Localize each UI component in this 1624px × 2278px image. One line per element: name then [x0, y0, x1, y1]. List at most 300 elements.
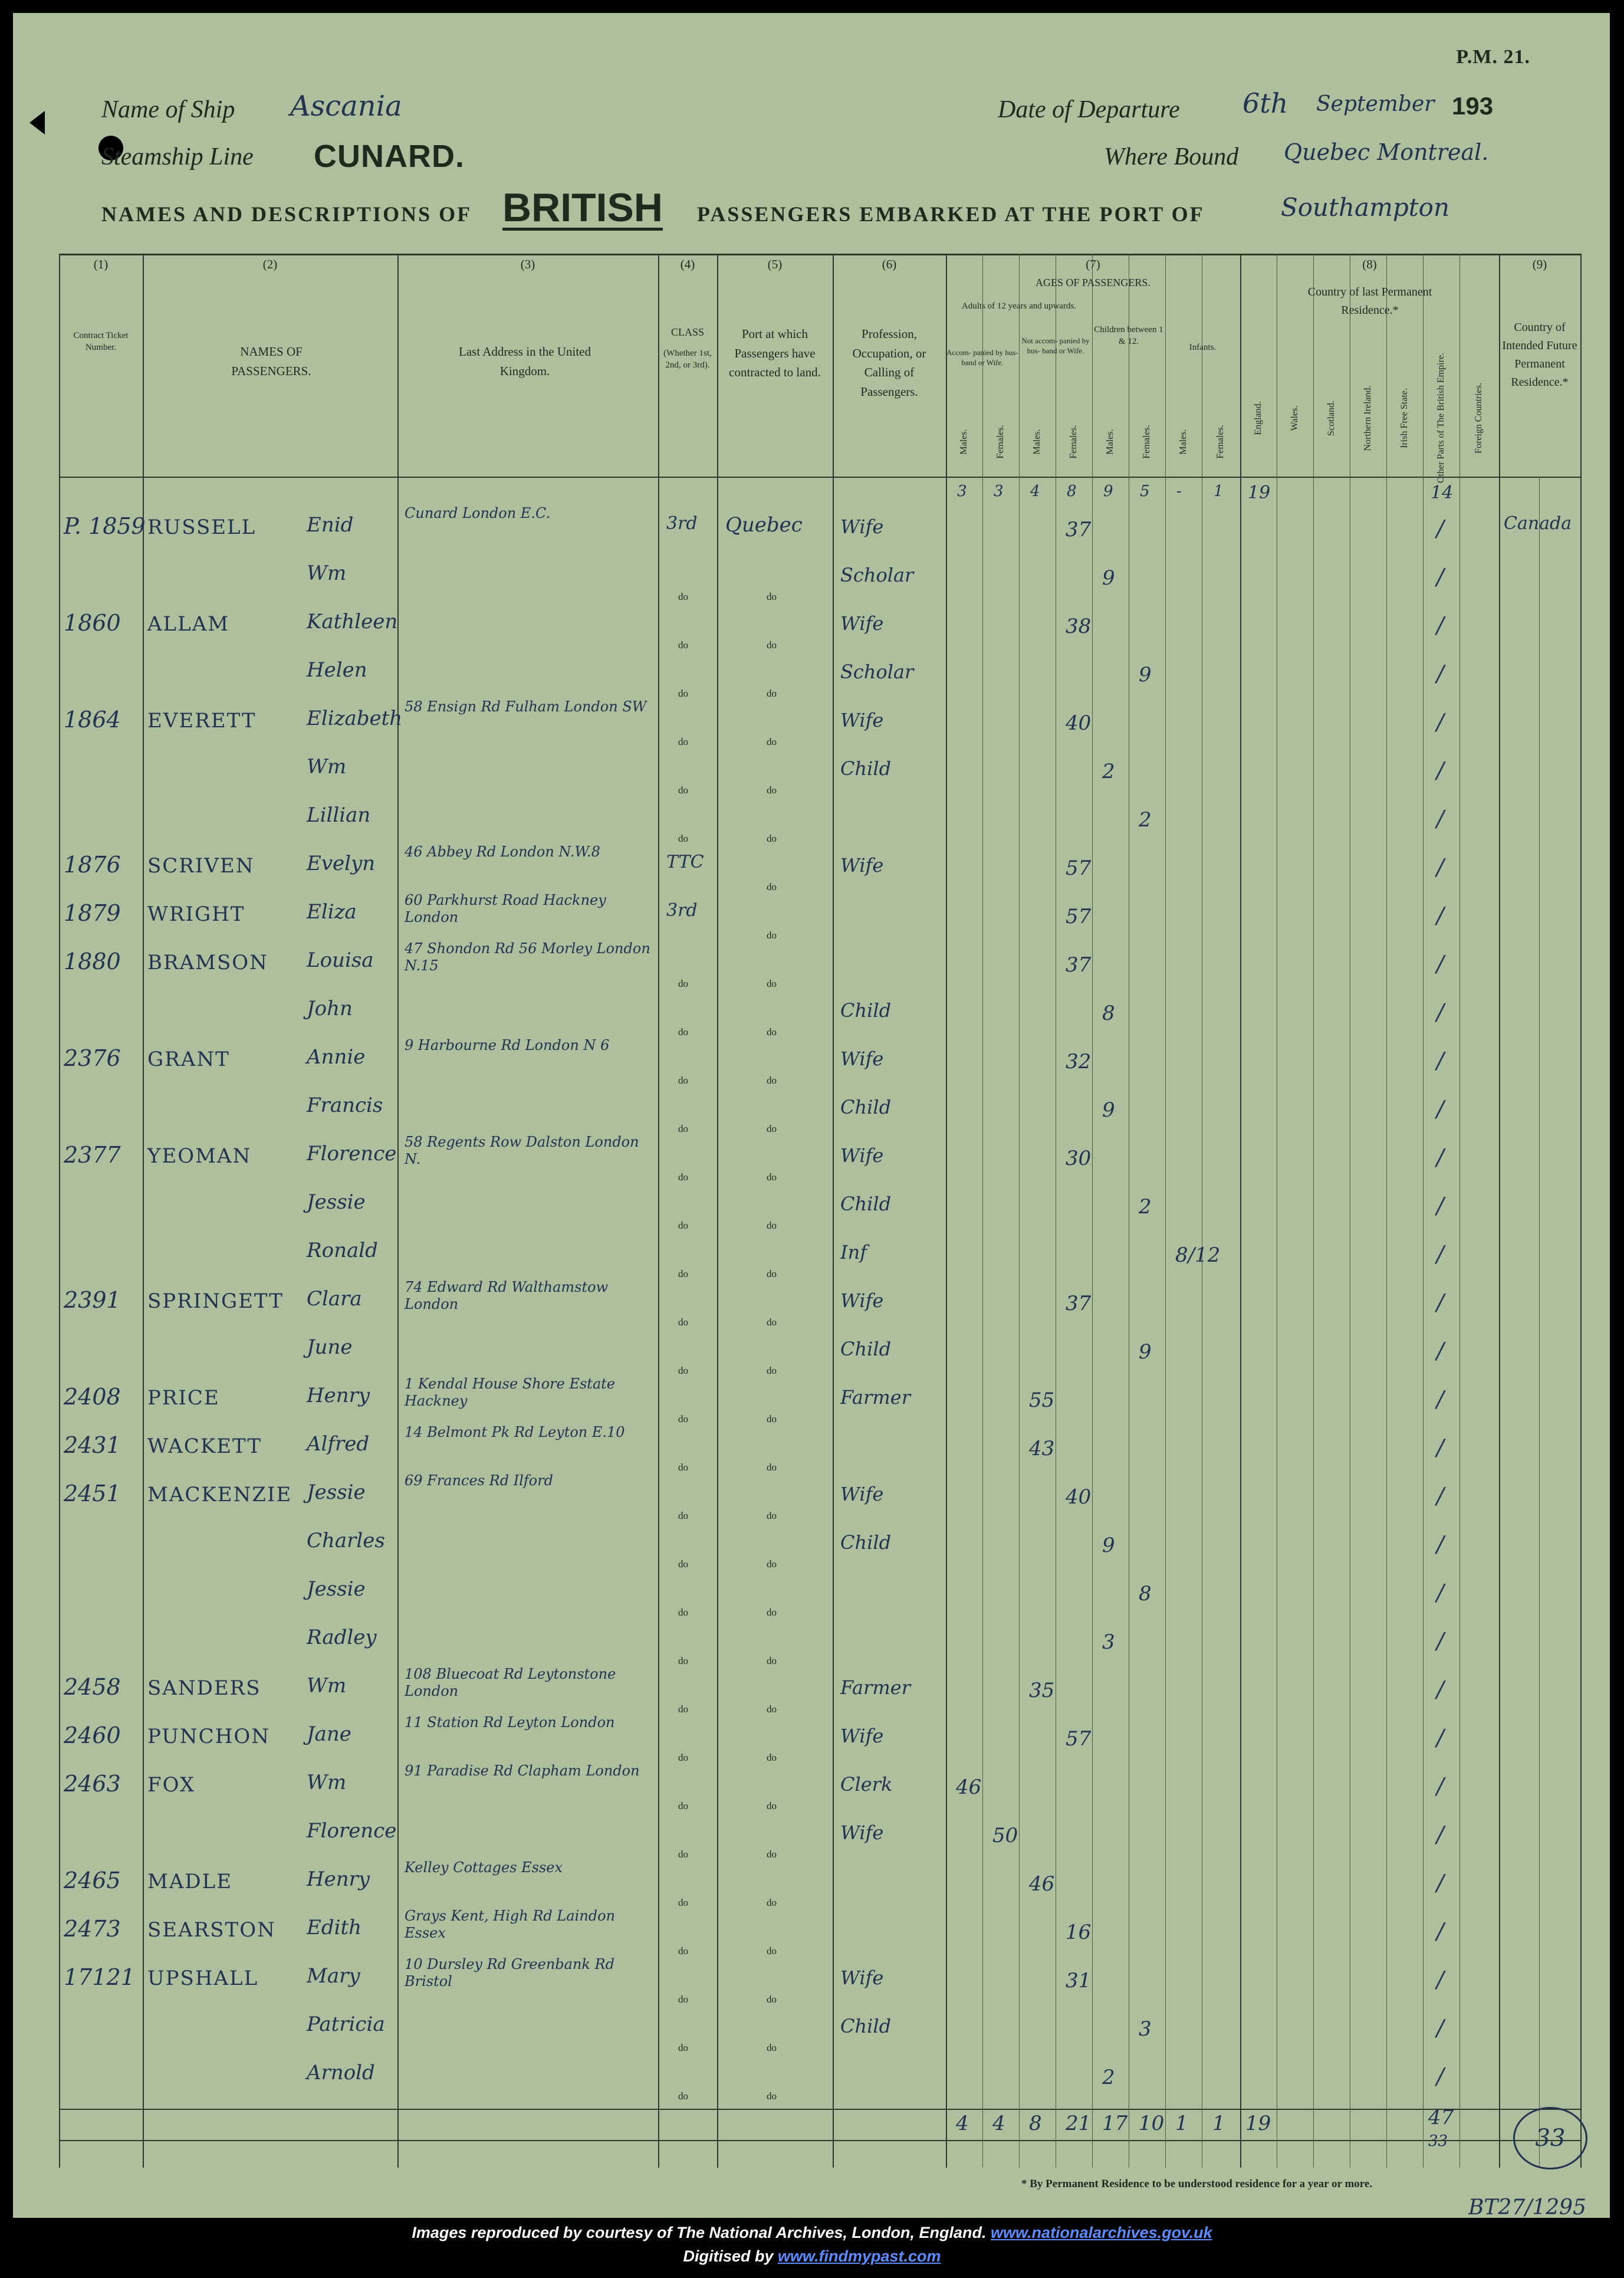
occupation: Child	[840, 1338, 892, 1360]
occupation: Child	[840, 1096, 892, 1118]
passenger-age: 8	[1102, 1002, 1115, 1025]
table-row	[59, 1859, 1580, 1916]
last-address: 46 Abbey Rd London N.W.8	[405, 843, 600, 860]
last-residence-mark: /	[1436, 1773, 1444, 1799]
age-total: 10	[1139, 2112, 1165, 2135]
table-row	[59, 562, 1580, 610]
passenger-age: 9	[1102, 1098, 1115, 1122]
passenger-given-name: Elizabeth	[307, 707, 403, 730]
accompanied-header: Accom- panied by hus- band or Wife.	[946, 348, 1018, 367]
class-ditto: do	[678, 591, 688, 602]
class-ditto: do	[678, 1849, 688, 1860]
port-ditto: do	[767, 1510, 777, 1521]
credit-line-1	[0, 2224, 1624, 2242]
age-tally: 3	[957, 482, 967, 500]
passenger-age: 3	[1102, 1630, 1115, 1654]
class-ditto: do	[678, 736, 688, 747]
col-num-8: (8)	[1362, 257, 1377, 271]
age-tally: 1	[1214, 482, 1224, 500]
class-ditto: do	[678, 1607, 688, 1618]
age-subheader: Males.	[1105, 429, 1115, 455]
passenger-surname: FOX	[147, 1773, 196, 1797]
class-ditto: do	[678, 1220, 688, 1231]
last-address: 47 Shondon Rd 56 Morley London N.15	[405, 940, 650, 974]
last-residence-mark: /	[1436, 806, 1444, 832]
port-ditto: do	[767, 1268, 777, 1279]
port-ditto: do	[767, 1945, 777, 1957]
col-port-header: Port at which Passengers have contracted to land.	[729, 327, 821, 380]
passenger-given-name: Jessie	[307, 1190, 366, 1214]
table-row	[59, 1094, 1580, 1142]
last-residence-mark: /	[1436, 1628, 1444, 1654]
passenger-given-name: Jessie	[307, 1577, 366, 1601]
table-row	[59, 843, 1580, 900]
last-residence-mark: /	[1436, 1289, 1444, 1315]
age-subheader: Females.	[1142, 425, 1152, 459]
passenger-given-name: Patricia	[307, 2013, 385, 2036]
passenger-given-name: Eliza	[307, 900, 357, 924]
passenger-age: 50	[992, 1824, 1018, 1847]
table-row	[59, 1908, 1580, 1964]
port-ditto: do	[767, 833, 777, 844]
title-suffix: PASSENGERS EMBARKED AT THE PORT OF	[697, 202, 1205, 226]
class-ditto: do	[678, 978, 688, 989]
port-ditto: do	[767, 1413, 777, 1424]
where-bound-value: Quebec Montreal.	[1284, 139, 1489, 165]
table-row	[59, 1626, 1580, 1674]
footnote: * By Permanent Residence to be understood residence for a year or more.	[1021, 2178, 1373, 2190]
port-ditto: do	[767, 1655, 777, 1666]
occupation: Scholar	[840, 564, 914, 586]
form-code: P.M. 21.	[1456, 46, 1530, 68]
port-ditto: do	[767, 1703, 777, 1715]
circled-page-number	[1513, 2107, 1587, 2169]
national-archives-link[interactable]: www.nationalarchives.gov.uk	[991, 2224, 1212, 2241]
age-total: 4	[992, 2112, 1005, 2135]
passenger-age: 37	[1066, 1292, 1092, 1315]
passenger-given-name: Charles	[307, 1529, 385, 1552]
table-row	[59, 1762, 1580, 1819]
last-residence-mark: /	[1436, 1821, 1444, 1847]
port-ditto: do	[767, 1075, 777, 1086]
punch-hole-edge	[29, 111, 45, 134]
table-row	[59, 610, 1580, 658]
findmypast-link[interactable]: www.findmypast.com	[778, 2247, 941, 2265]
col-class-sub: (Whether 1st, 2nd, or 3rd).	[663, 349, 712, 370]
last-residence-mark: /	[1436, 709, 1444, 735]
passenger-given-name: Ronald	[307, 1239, 378, 1262]
age-subheader: Females.	[995, 425, 1005, 459]
class-ditto: do	[678, 639, 688, 651]
passenger-given-name: Wm	[307, 755, 347, 779]
last-residence-mark: /	[1436, 661, 1444, 687]
last-residence-mark: /	[1436, 612, 1444, 638]
last-address: 69 Frances Rd Ilford	[405, 1472, 554, 1489]
table-row	[59, 1529, 1580, 1577]
passenger-surname: SPRINGETT	[147, 1289, 284, 1313]
occupation: Wife	[840, 1144, 884, 1167]
passenger-age: 2	[1102, 2066, 1115, 2089]
passenger-age: 32	[1066, 1050, 1092, 1074]
passenger-age: 57	[1066, 856, 1092, 880]
port-ditto: do	[767, 1849, 777, 1860]
occupation: Wife	[840, 1967, 884, 1989]
passenger-given-name: June	[307, 1335, 353, 1359]
age-subheader: Males.	[1178, 429, 1188, 455]
last-address: Cunard London E.C.	[405, 505, 551, 521]
passenger-surname: BRAMSON	[147, 951, 268, 974]
landing-port: Quebec	[725, 513, 803, 537]
passenger-given-name: Evelyn	[307, 852, 376, 875]
col-num-1: (1)	[93, 257, 109, 271]
col-occupation-header: Profession, Occupation, or Calling of Passengers.	[852, 327, 926, 399]
ticket-number: 2451	[64, 1481, 121, 1506]
passenger-given-name: Florence	[307, 1142, 397, 1166]
port-ditto: do	[767, 1462, 777, 1473]
last-address: 58 Regents Row Dalston London N.	[405, 1134, 639, 1167]
passenger-given-name: Arnold	[307, 2061, 375, 2085]
port-ditto: do	[767, 736, 777, 747]
age-total: 4	[956, 2112, 969, 2135]
port-ditto: do	[767, 1123, 777, 1134]
age-total: 17	[1102, 2112, 1128, 2135]
class-ditto: do	[678, 2090, 688, 2102]
last-address: 9 Harbourne Rd London N 6	[405, 1037, 610, 1053]
passenger-age: 46	[1029, 1872, 1055, 1896]
passenger-age: 46	[956, 1775, 982, 1799]
class-ditto: do	[678, 1703, 688, 1715]
last-residence-mark: /	[1436, 1725, 1444, 1751]
last-residence-mark: /	[1436, 854, 1444, 880]
table-row	[59, 755, 1580, 803]
passenger-given-name: Annie	[307, 1045, 366, 1069]
col-num-2: (2)	[262, 257, 278, 271]
passenger-surname: MADLE	[147, 1870, 233, 1893]
line-name: CUNARD.	[314, 139, 465, 174]
credit-text-2: Digitised by	[683, 2247, 774, 2265]
passenger-age: 37	[1066, 518, 1092, 541]
departure-year: 193	[1452, 92, 1494, 120]
port-ditto: do	[767, 1800, 777, 1811]
class-ditto: do	[678, 785, 688, 796]
passenger-surname: SCRIVEN	[147, 854, 255, 878]
table-row	[59, 803, 1580, 852]
age-total: 1	[1212, 2112, 1225, 2135]
class-ditto: do	[678, 1655, 688, 1666]
class-ditto: do	[678, 1365, 688, 1376]
occupation: Wife	[840, 854, 884, 877]
ticket-number: 1864	[64, 707, 121, 733]
occupation: Child	[840, 757, 892, 780]
last-residence-mark: /	[1436, 2015, 1444, 2041]
passenger-age: 9	[1102, 566, 1115, 590]
passenger-given-name: Clara	[307, 1287, 362, 1311]
port-ditto: do	[767, 978, 777, 989]
passenger-given-name: Wm	[307, 562, 347, 585]
manifest-sheet	[13, 13, 1610, 2218]
class-ditto: do	[678, 1994, 688, 2005]
country-subheader: Irish Free State.	[1399, 388, 1409, 448]
table-row	[59, 1956, 1580, 2013]
credit-text-1: Images reproduced by courtesy of The National Archives, London, England.	[412, 2224, 987, 2241]
ticket-number: 2431	[64, 1432, 121, 1458]
occupation: Wife	[840, 1725, 884, 1747]
table-row	[59, 1714, 1580, 1771]
passenger-surname: WRIGHT	[147, 902, 245, 926]
passenger-given-name: Henry	[307, 1867, 370, 1891]
port-ditto: do	[767, 1607, 777, 1618]
passenger-given-name: Helen	[307, 658, 367, 682]
age-subheader: Males.	[959, 429, 969, 455]
occupation: Wife	[840, 1483, 884, 1505]
ticket-number: P. 1859	[64, 513, 146, 539]
port-ditto: do	[767, 881, 777, 892]
table-row	[59, 1666, 1580, 1722]
occupation: Wife	[840, 516, 884, 538]
last-residence-mark: /	[1436, 1483, 1444, 1509]
table-row	[59, 505, 1580, 562]
passenger-given-name: Lillian	[307, 803, 371, 827]
last-residence-mark: /	[1436, 1386, 1444, 1412]
class-ditto: do	[678, 833, 688, 844]
ticket-number: 1876	[64, 852, 121, 878]
passenger-given-name: Alfred	[307, 1432, 370, 1456]
last-address: 74 Edward Rd Walthamstow London	[405, 1279, 609, 1312]
port-ditto: do	[767, 1365, 777, 1376]
ticket-number: 2408	[64, 1384, 121, 1410]
last-residence-mark: /	[1436, 1870, 1444, 1896]
table-row	[59, 2013, 1580, 2061]
occupation: Clerk	[840, 1773, 893, 1796]
table-row	[59, 1239, 1580, 1287]
port-ditto: do	[767, 688, 777, 699]
port-ditto: do	[767, 591, 777, 602]
passenger-age: 16	[1066, 1921, 1092, 1944]
port-ditto: do	[767, 639, 777, 651]
passenger-age: 9	[1139, 663, 1152, 687]
ticket-number: 2460	[64, 1722, 121, 1748]
class-ditto: do	[678, 1317, 688, 1328]
col-address-header: Last Address in the United Kingdom.	[459, 344, 591, 378]
last-residence-mark: /	[1436, 516, 1444, 541]
age-total: 21	[1066, 2112, 1092, 2135]
class-ditto: do	[678, 1413, 688, 1424]
passenger-given-name: Francis	[307, 1094, 383, 1117]
passenger-surname: SANDERS	[147, 1676, 261, 1700]
col-ticket-header: Contract Ticket Number.	[73, 331, 129, 352]
table-row	[59, 698, 1580, 755]
ticket-number: 2391	[64, 1287, 121, 1313]
last-residence-mark: /	[1436, 2063, 1444, 2089]
last-address: Grays Kent, High Rd Laindon Essex	[405, 1908, 616, 1941]
col-num-4: (4)	[680, 257, 695, 271]
passenger-surname: EVERETT	[147, 709, 257, 733]
passenger-age: 9	[1102, 1534, 1115, 1557]
passenger-surname: YEOMAN	[147, 1144, 252, 1168]
last-address: 91 Paradise Rd Clapham London	[405, 1762, 640, 1779]
passenger-age: 37	[1066, 953, 1092, 977]
passenger-given-name: Henry	[307, 1384, 370, 1407]
table-row	[59, 1376, 1580, 1432]
occupation: Wife	[840, 709, 884, 731]
passenger-age: 9	[1139, 1340, 1152, 1364]
last-address: 11 Station Rd Leyton London	[405, 1714, 615, 1731]
future-residence: Canada	[1504, 513, 1572, 534]
port-ditto: do	[767, 2042, 777, 2053]
country-subheader: Foreign Countries.	[1474, 383, 1484, 454]
passenger-class: TTC	[666, 852, 704, 872]
age-total: 8	[1029, 2112, 1042, 2135]
last-residence-mark: /	[1436, 1048, 1444, 1074]
occupation: Farmer	[840, 1386, 910, 1409]
adults-header: Adults of 12 years and upwards.	[961, 301, 1077, 311]
country-subheader: England.	[1253, 401, 1263, 435]
table-row	[59, 997, 1580, 1045]
passenger-surname: MACKENZIE	[147, 1483, 292, 1506]
col-num-9: (9)	[1532, 257, 1547, 271]
last-residence-mark: /	[1436, 1918, 1444, 1944]
port-ditto: do	[767, 1317, 777, 1328]
last-residence-mark: /	[1436, 1096, 1444, 1122]
last-residence-mark: /	[1436, 1338, 1444, 1364]
occupation: Child	[840, 1193, 892, 1215]
ticket-number: 1880	[64, 948, 121, 974]
ticket-number: 1860	[64, 610, 121, 636]
class-ditto: do	[678, 1462, 688, 1473]
col-num-5: (5)	[767, 257, 783, 271]
ship-name: Ascania	[290, 90, 402, 123]
col-names-header: NAMES OF PASSENGERS.	[231, 344, 311, 378]
class-ditto: do	[678, 1510, 688, 1521]
passenger-given-name: Enid	[307, 513, 354, 537]
passenger-class: 3rd	[666, 900, 698, 921]
table-row	[59, 2061, 1580, 2109]
port-ditto: do	[767, 1994, 777, 2005]
port-ditto: do	[767, 1026, 777, 1038]
passenger-surname: SEARSTON	[147, 1918, 276, 1942]
class-ditto: do	[678, 1800, 688, 1811]
table-row	[59, 658, 1580, 707]
country-subheader: Northern Ireland.	[1363, 385, 1373, 451]
passenger-age: 57	[1066, 1727, 1092, 1751]
class-ditto: do	[678, 1897, 688, 1908]
port-ditto: do	[767, 2090, 777, 2102]
passenger-given-name: Kathleen	[307, 610, 398, 633]
other-empire-tally: 14	[1431, 482, 1454, 503]
passenger-given-name: Louisa	[307, 948, 374, 972]
age-subheader: Males.	[1032, 429, 1042, 455]
table-row	[59, 1819, 1580, 1867]
age-tally: 4	[1030, 482, 1040, 500]
port-ditto: do	[767, 1897, 777, 1908]
age-total: 1	[1175, 2112, 1188, 2135]
passenger-age: 40	[1066, 1485, 1092, 1509]
passenger-age: 38	[1066, 615, 1092, 638]
passenger-age: 2	[1139, 808, 1152, 832]
last-residence-mark: /	[1436, 1676, 1444, 1702]
occupation: Farmer	[840, 1676, 910, 1699]
class-ditto: do	[678, 1171, 688, 1183]
other-empire-subtotal: 33	[1428, 2132, 1448, 2150]
ticket-number: 2463	[64, 1771, 121, 1797]
col-num-3: (3)	[520, 257, 535, 271]
ticket-number: 17121	[64, 1964, 135, 1990]
departure-label: Date of Departure	[998, 96, 1180, 123]
port-ditto: do	[767, 1171, 777, 1183]
class-ditto: do	[678, 1026, 688, 1038]
last-address: Kelley Cottages Essex	[405, 1859, 563, 1876]
england-tally: 19	[1248, 482, 1271, 503]
passenger-given-name: Jane	[307, 1722, 351, 1746]
class-ditto: do	[678, 1268, 688, 1279]
class-ditto: do	[678, 1945, 688, 1957]
last-address: 60 Parkhurst Road Hackney London	[405, 892, 606, 925]
other-empire-total: 47	[1428, 2106, 1454, 2129]
country-subheader: Scotland.	[1326, 401, 1336, 436]
occupation: Wife	[840, 1821, 884, 1844]
ticket-number: 2473	[64, 1916, 121, 1942]
age-tally: 5	[1140, 482, 1150, 500]
infants-header: Infants.	[1189, 343, 1217, 352]
port-of-embarkation: Southampton	[1281, 193, 1450, 222]
passenger-given-name: John	[307, 997, 353, 1020]
col-num-7: (7)	[1086, 257, 1100, 271]
passenger-given-name: Edith	[307, 1916, 362, 1939]
class-ditto: do	[678, 1123, 688, 1134]
occupation: Wife	[840, 1048, 884, 1070]
age-subheader: Females.	[1215, 425, 1225, 459]
passenger-age: 57	[1066, 905, 1092, 928]
passenger-given-name: Wm	[307, 1771, 347, 1794]
england-total: 19	[1245, 2112, 1271, 2135]
class-ditto: do	[678, 1752, 688, 1763]
col-ages-header: AGES OF PASSENGERS.	[1035, 277, 1150, 288]
table-row	[59, 1037, 1580, 1094]
last-residence-mark: /	[1436, 1967, 1444, 1993]
ticket-number: 1879	[64, 900, 121, 926]
children-header: Children between 1 & 12.	[1094, 325, 1163, 346]
last-address: 1 Kendal House Shore Estate Hackney	[405, 1376, 616, 1409]
class-ditto: do	[678, 688, 688, 699]
table-row	[59, 940, 1580, 997]
passenger-age: 31	[1066, 1969, 1092, 1993]
port-ditto: do	[767, 1220, 777, 1231]
country-subheader: Wales.	[1290, 405, 1300, 431]
port-ditto: do	[767, 785, 777, 796]
last-address: 10 Dursley Rd Greenbank Rd Bristol	[405, 1956, 615, 1990]
occupation: Wife	[840, 1289, 884, 1312]
passenger-given-name: Jessie	[307, 1481, 366, 1504]
table-row	[59, 1424, 1580, 1481]
port-ditto: do	[767, 1752, 777, 1763]
ticket-number: 2376	[64, 1045, 121, 1071]
age-tally: 9	[1103, 482, 1113, 500]
occupation: Inf	[840, 1241, 867, 1263]
last-residence-mark: /	[1436, 564, 1444, 590]
circled-number-text: 33	[1535, 2125, 1566, 2152]
last-residence-mark: /	[1436, 1144, 1444, 1170]
not-accompanied-header: Not accom- panied by hus- band or Wife.	[1021, 336, 1090, 355]
ticket-number: 2465	[64, 1867, 121, 1893]
passenger-age: 35	[1029, 1679, 1055, 1702]
last-address: 108 Bluecoat Rd Leytonstone London	[405, 1666, 616, 1699]
col-country-last-header: Country of last Permanent Residence.*	[1307, 285, 1432, 317]
departure-day: 6th	[1242, 87, 1288, 119]
ticket-number: 2458	[64, 1674, 121, 1700]
last-residence-mark: /	[1436, 1193, 1444, 1219]
ticket-number: 2377	[64, 1142, 121, 1168]
passenger-surname: PUNCHON	[147, 1725, 270, 1748]
